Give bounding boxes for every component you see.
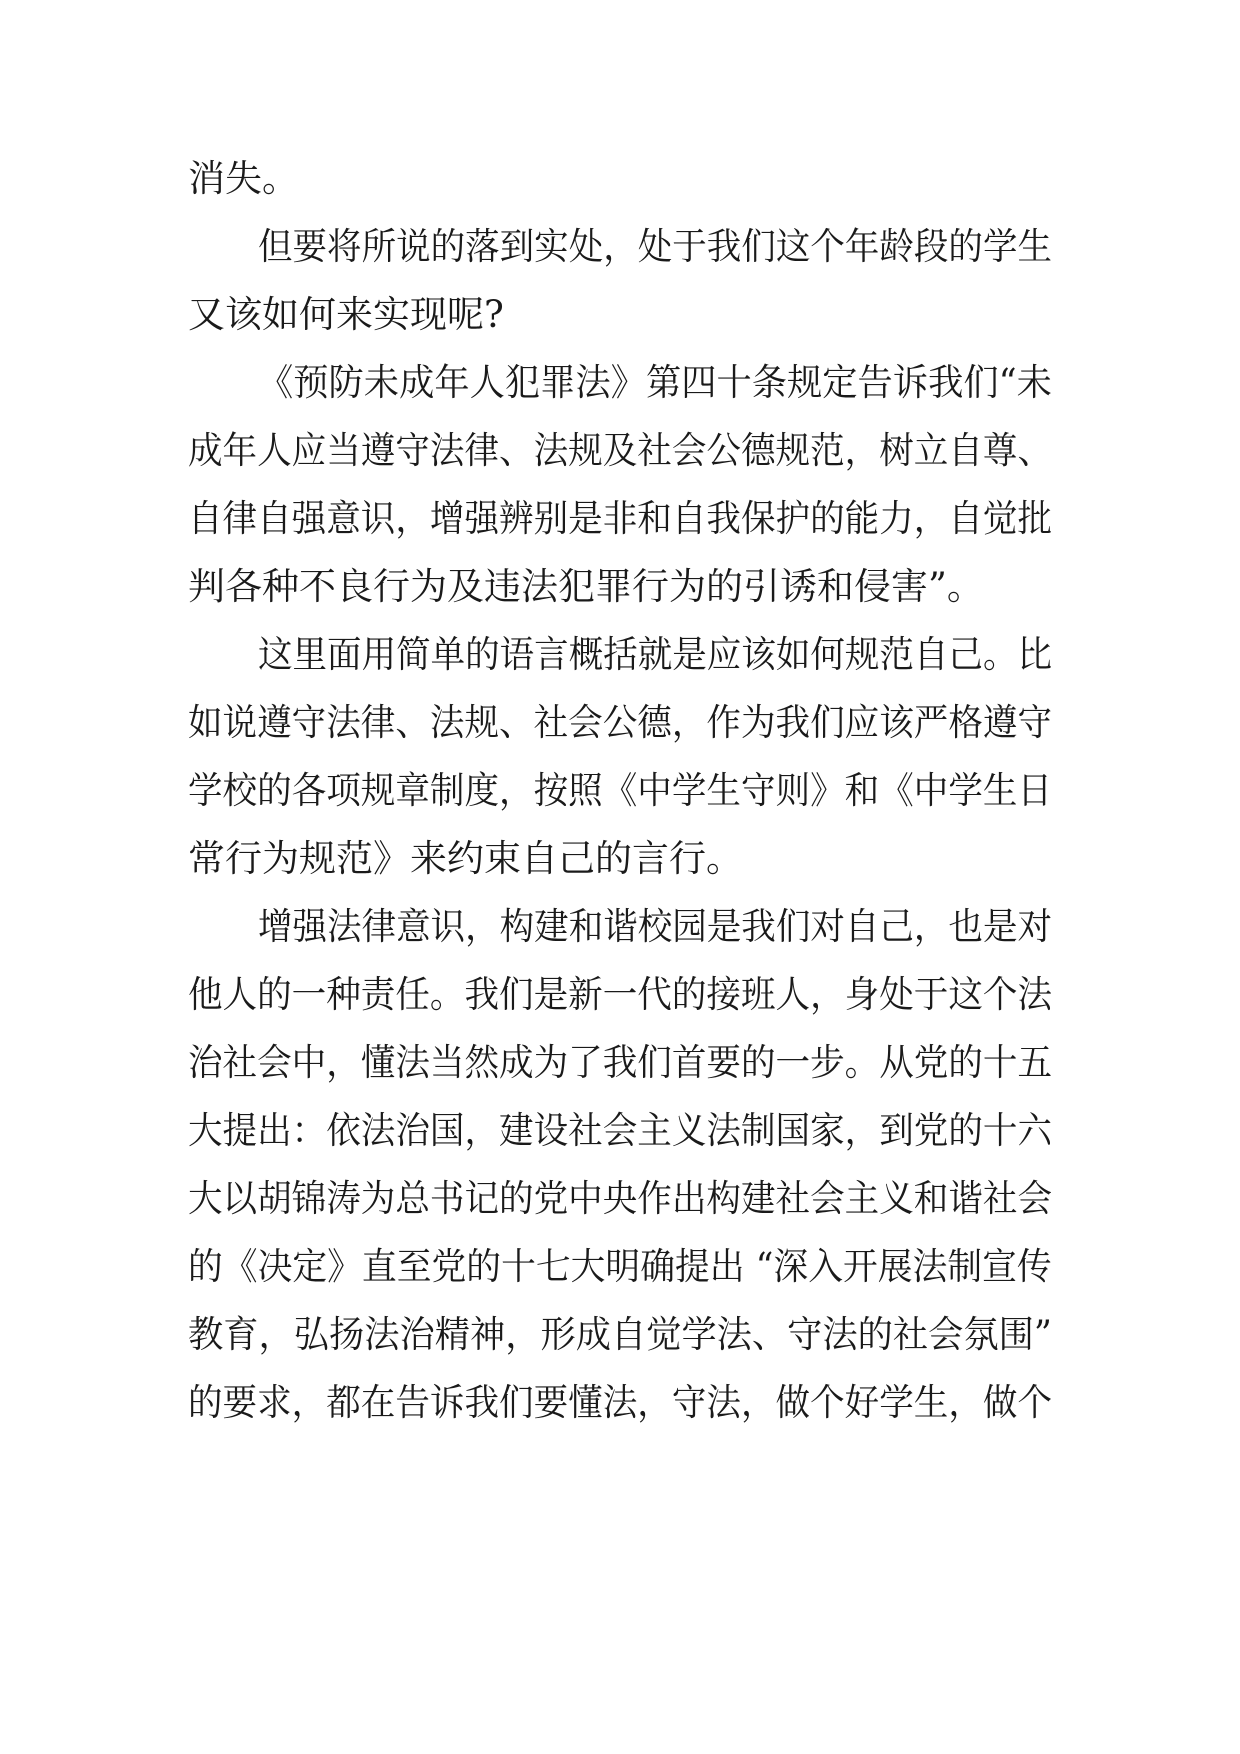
text-line: 判各种不良行为及违法犯罪行为的引诱和侵害”。 xyxy=(188,565,984,608)
text-line: 学校的各项规章制度，按照《中学生守则》和《中学生日 xyxy=(188,769,1052,812)
text-line: 教育，弘扬法治精神，形成自觉学法、守法的社会氛围” xyxy=(188,1313,1052,1356)
paragraph-first-line: 《预防未成年人犯罪法》第四十条规定告诉我们“未 xyxy=(258,361,1052,404)
paragraph-first-line: 这里面用简单的语言概括就是应该如何规范自己。比 xyxy=(258,633,1052,676)
text-line: 大提出：依法治国，建设社会主义法制国家，到党的十六 xyxy=(188,1109,1052,1152)
paragraph-first-line: 但要将所说的落到实处，处于我们这个年龄段的学生 xyxy=(258,225,1052,268)
text-line: 大以胡锦涛为总书记的党中央作出构建社会主义和谐社会 xyxy=(188,1177,1052,1220)
text-line: 如说遵守法律、法规、社会公德，作为我们应该严格遵守 xyxy=(188,701,1052,744)
text-line: 的要求，都在告诉我们要懂法，守法，做个好学生，做个 xyxy=(188,1381,1052,1424)
text-line: 治社会中，懂法当然成为了我们首要的一步。从党的十五 xyxy=(188,1041,1052,1084)
text-line: 消失。 xyxy=(188,157,299,200)
text-line: 常行为规范》来约束自己的言行。 xyxy=(188,837,743,880)
text-line: 他人的一种责任。我们是新一代的接班人，身处于这个法 xyxy=(188,973,1052,1016)
text-line: 成年人应当遵守法律、法规及社会公德规范，树立自尊、 xyxy=(188,429,1052,472)
text-line: 又该如何来实现呢? xyxy=(188,293,504,336)
text-line: 自律自强意识，增强辨别是非和自我保护的能力，自觉批 xyxy=(188,497,1052,540)
text-line: 的《决定》直至党的十七大明确提出 “深入开展法制宣传 xyxy=(188,1245,1052,1288)
paragraph-first-line: 增强法律意识，构建和谐校园是我们对自己，也是对 xyxy=(258,905,1052,948)
